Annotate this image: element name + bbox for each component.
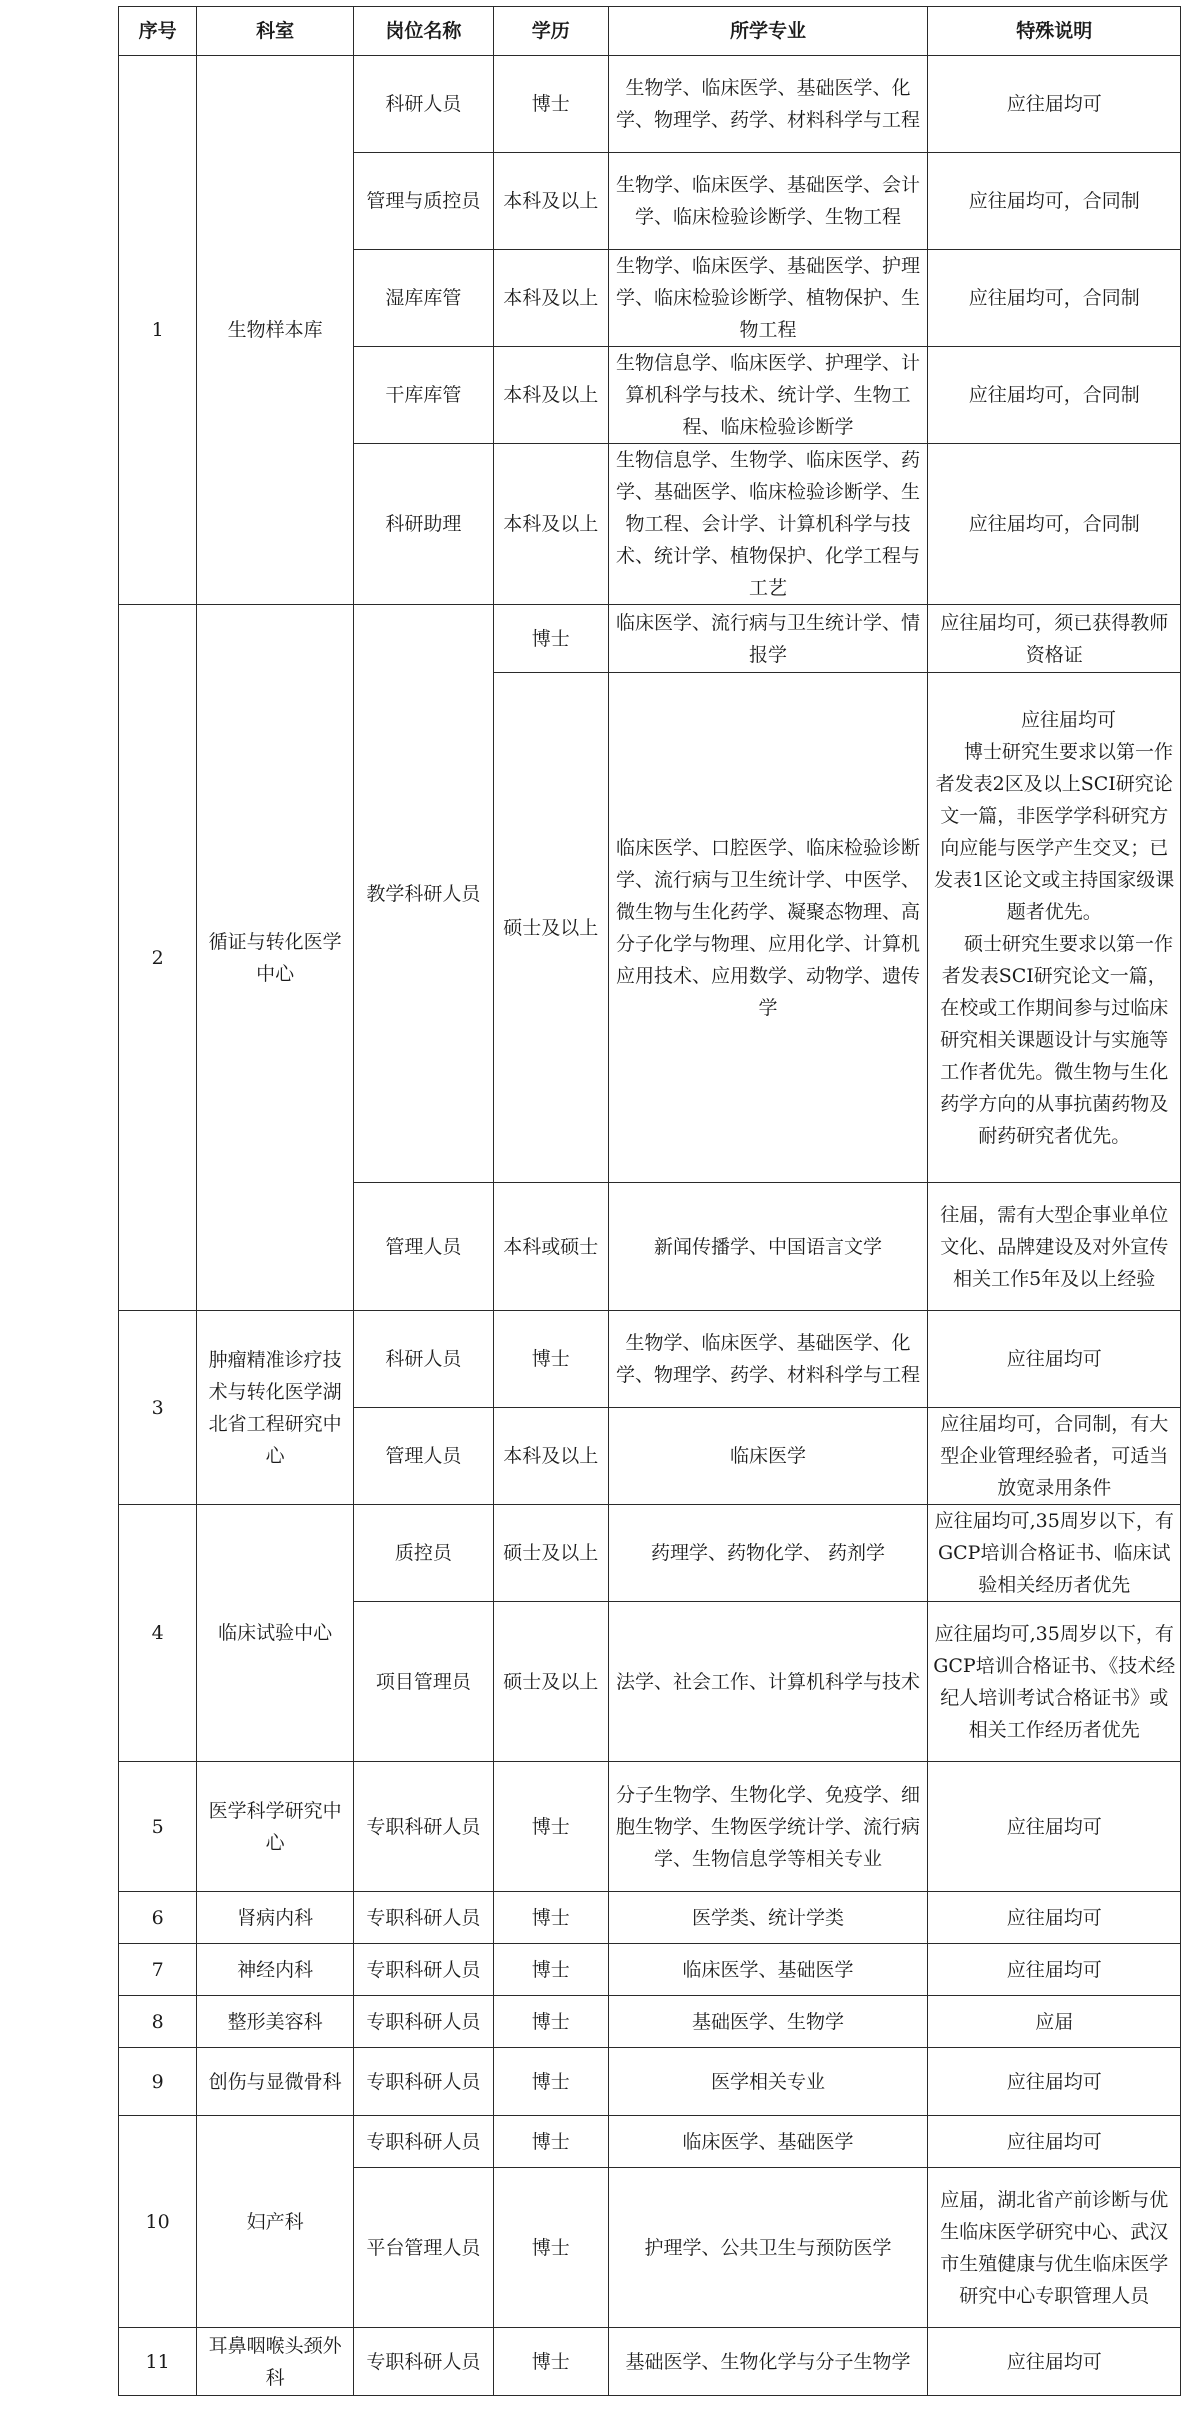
education: 本科及以上 [493,153,608,250]
special-note: 应往届均可,35周岁以下，有GCP培训合格证书、临床试验相关经历者优先 [928,1505,1181,1602]
major: 生物信息学、生物学、临床医学、药学、基础医学、临床检验诊断学、生物工程、会计学、计算机科学与技术、统计学、植物保护、化学工程与工艺 [608,444,928,605]
education: 博士 [493,1996,608,2048]
education: 博士 [493,56,608,153]
department-name: 耳鼻咽喉头颈外科 [197,2328,354,2396]
department-name: 生物样本库 [197,56,354,605]
row-number: 6 [119,1892,197,1944]
header-no: 序号 [119,7,197,56]
table-row [119,1311,1181,1408]
row-number: 3 [119,1311,197,1505]
special-note: 应往届均可,35周岁以下，有GCP培训合格证书、《技术经纪人培训考试合格证书》或相关工作经历者优先 [928,1602,1181,1762]
row-number: 4 [119,1505,197,1762]
department-name: 肿瘤精准诊疗技术与转化医学湖北省工程研究中心 [197,1311,354,1505]
special-note: 应往届均可，合同制 [928,444,1181,605]
post-name: 平台管理人员 [353,2168,493,2328]
education: 本科及以上 [493,444,608,605]
table-row [119,2116,1181,2168]
row-number: 7 [119,1944,197,1996]
special-note: 往届，需有大型企事业单位文化、品牌建设及对外宣传相关工作5年及以上经验 [928,1183,1181,1311]
department-name: 创伤与显微骨科 [197,2048,354,2116]
post-name: 管理人员 [353,1183,493,1311]
post-name: 科研人员 [353,1311,493,1408]
header-dept: 科室 [197,7,354,56]
post-name: 专职科研人员 [353,2328,493,2396]
department-name: 妇产科 [197,2116,354,2328]
education: 硕士及以上 [493,1505,608,1602]
table-row [119,1996,1181,2048]
post-name: 专职科研人员 [353,1762,493,1892]
special-note: 应往届均可，合同制 [928,153,1181,250]
table-row [119,1892,1181,1944]
major: 分子生物学、生物化学、免疫学、细胞生物学、生物医学统计学、流行病学、生物信息学等相关专业 [608,1762,928,1892]
header-major: 所学专业 [608,7,928,56]
table-row [119,56,1181,153]
table-row [119,2048,1181,2116]
table-row [119,1505,1181,1602]
department-name: 循证与转化医学中心 [197,605,354,1311]
post-name: 科研人员 [353,56,493,153]
post-name: 专职科研人员 [353,2048,493,2116]
major: 法学、社会工作、计算机科学与技术 [608,1602,928,1762]
post-name: 科研助理 [353,444,493,605]
major: 新闻传播学、中国语言文学 [608,1183,928,1311]
education: 博士 [493,2048,608,2116]
header-row [119,7,1181,56]
major: 基础医学、生物学 [608,1996,928,2048]
row-number: 11 [119,2328,197,2396]
education: 本科或硕士 [493,1183,608,1311]
education: 博士 [493,2168,608,2328]
post-name: 项目管理员 [353,1602,493,1762]
education: 博士 [493,1762,608,1892]
special-note [928,673,1181,1183]
major: 生物学、临床医学、基础医学、护理学、临床检验诊断学、植物保护、生物工程 [608,250,928,347]
department-name: 肾病内科 [197,1892,354,1944]
major: 生物学、临床医学、基础医学、会计学、临床检验诊断学、生物工程 [608,153,928,250]
row-number: 1 [119,56,197,605]
education: 硕士及以上 [493,673,608,1183]
major: 临床医学、基础医学 [608,2116,928,2168]
major: 药理学、药物化学、 药剂学 [608,1505,928,1602]
major: 医学类、统计学类 [608,1892,928,1944]
table-row [119,605,1181,673]
department-name: 神经内科 [197,1944,354,1996]
post-name: 教学科研人员 [353,605,493,1183]
major: 临床医学、口腔医学、临床检验诊断学、流行病与卫生统计学、中医学、微生物与生化药学、凝聚态物理、高分子化学与物理、应用化学、计算机应用技术、应用数学、动物学、遗传学 [608,673,928,1183]
post-name: 管理人员 [353,1408,493,1505]
post-name: 湿库库管 [353,250,493,347]
post-name: 专职科研人员 [353,1892,493,1944]
special-note: 应往届均可 [928,1311,1181,1408]
education: 博士 [493,2328,608,2396]
special-note: 应届 [928,1996,1181,2048]
post-name: 管理与质控员 [353,153,493,250]
education: 博士 [493,1892,608,1944]
special-note: 应往届均可 [928,56,1181,153]
special-note: 应往届均可 [928,2116,1181,2168]
major: 临床医学、流行病与卫生统计学、情报学 [608,605,928,673]
special-note: 应往届均可 [928,2328,1181,2396]
special-note: 应往届均可，须已获得教师资格证 [928,605,1181,673]
special-note: 应往届均可，合同制，有大型企业管理经验者，可适当放宽录用条件 [928,1408,1181,1505]
post-name: 干库库管 [353,347,493,444]
row-number: 9 [119,2048,197,2116]
special-note: 应往届均可 [928,1892,1181,1944]
education: 硕士及以上 [493,1602,608,1762]
education: 本科及以上 [493,1408,608,1505]
table-row [119,2328,1181,2396]
department-name: 医学科学研究中心 [197,1762,354,1892]
special-note: 应往届均可 [928,2048,1181,2116]
education: 本科及以上 [493,347,608,444]
department-name: 临床试验中心 [197,1505,354,1762]
major: 生物学、临床医学、基础医学、化学、物理学、药学、材料科学与工程 [608,1311,928,1408]
post-name: 专职科研人员 [353,1944,493,1996]
special-note: 应往届均可 [928,1762,1181,1892]
department-name: 整形美容科 [197,1996,354,2048]
row-number: 8 [119,1996,197,2048]
special-note: 应往届均可，合同制 [928,250,1181,347]
post-name: 专职科研人员 [353,1996,493,2048]
row-number: 10 [119,2116,197,2328]
note-paragraph-phd: 博士研究生要求以第一作者发表2区及以上SCI研究论文一篇，非医学学科研究方向应能与医学产生交叉；已发表1区论文或主持国家级课题者优先。 [934,740,1175,923]
header-note: 特殊说明 [928,7,1181,56]
post-name: 质控员 [353,1505,493,1602]
education: 博士 [493,2116,608,2168]
education: 博士 [493,605,608,673]
header-edu: 学历 [493,7,608,56]
education: 博士 [493,1311,608,1408]
row-number: 5 [119,1762,197,1892]
note-paragraph-master: 硕士研究生要求以第一作者发表SCI研究论文一篇，在校或工作期间参与过临床研究相关课题设计与实施等工作者优先。微生物与生化药学方向的从事抗菌药物及耐药研究者优先。 [940,932,1173,1147]
note-head: 应往届均可 [1020,708,1116,731]
special-note: 应届，湖北省产前诊断与优生临床医学研究中心、武汉市生殖健康与优生临床医学研究中心专职管理人员 [928,2168,1181,2328]
special-note: 应往届均可 [928,1944,1181,1996]
major: 生物信息学、临床医学、护理学、计算机科学与技术、统计学、生物工程、临床检验诊断学 [608,347,928,444]
header-post: 岗位名称 [353,7,493,56]
major: 临床医学 [608,1408,928,1505]
major: 生物学、临床医学、基础医学、化学、物理学、药学、材料科学与工程 [608,56,928,153]
major: 医学相关专业 [608,2048,928,2116]
recruitment-table [118,6,1181,2396]
education: 本科及以上 [493,250,608,347]
post-name: 专职科研人员 [353,2116,493,2168]
education: 博士 [493,1944,608,1996]
major: 基础医学、生物化学与分子生物学 [608,2328,928,2396]
table-row [119,1944,1181,1996]
special-note: 应往届均可，合同制 [928,347,1181,444]
major: 临床医学、基础医学 [608,1944,928,1996]
major: 护理学、公共卫生与预防医学 [608,2168,928,2328]
table-row [119,1762,1181,1892]
row-number: 2 [119,605,197,1311]
